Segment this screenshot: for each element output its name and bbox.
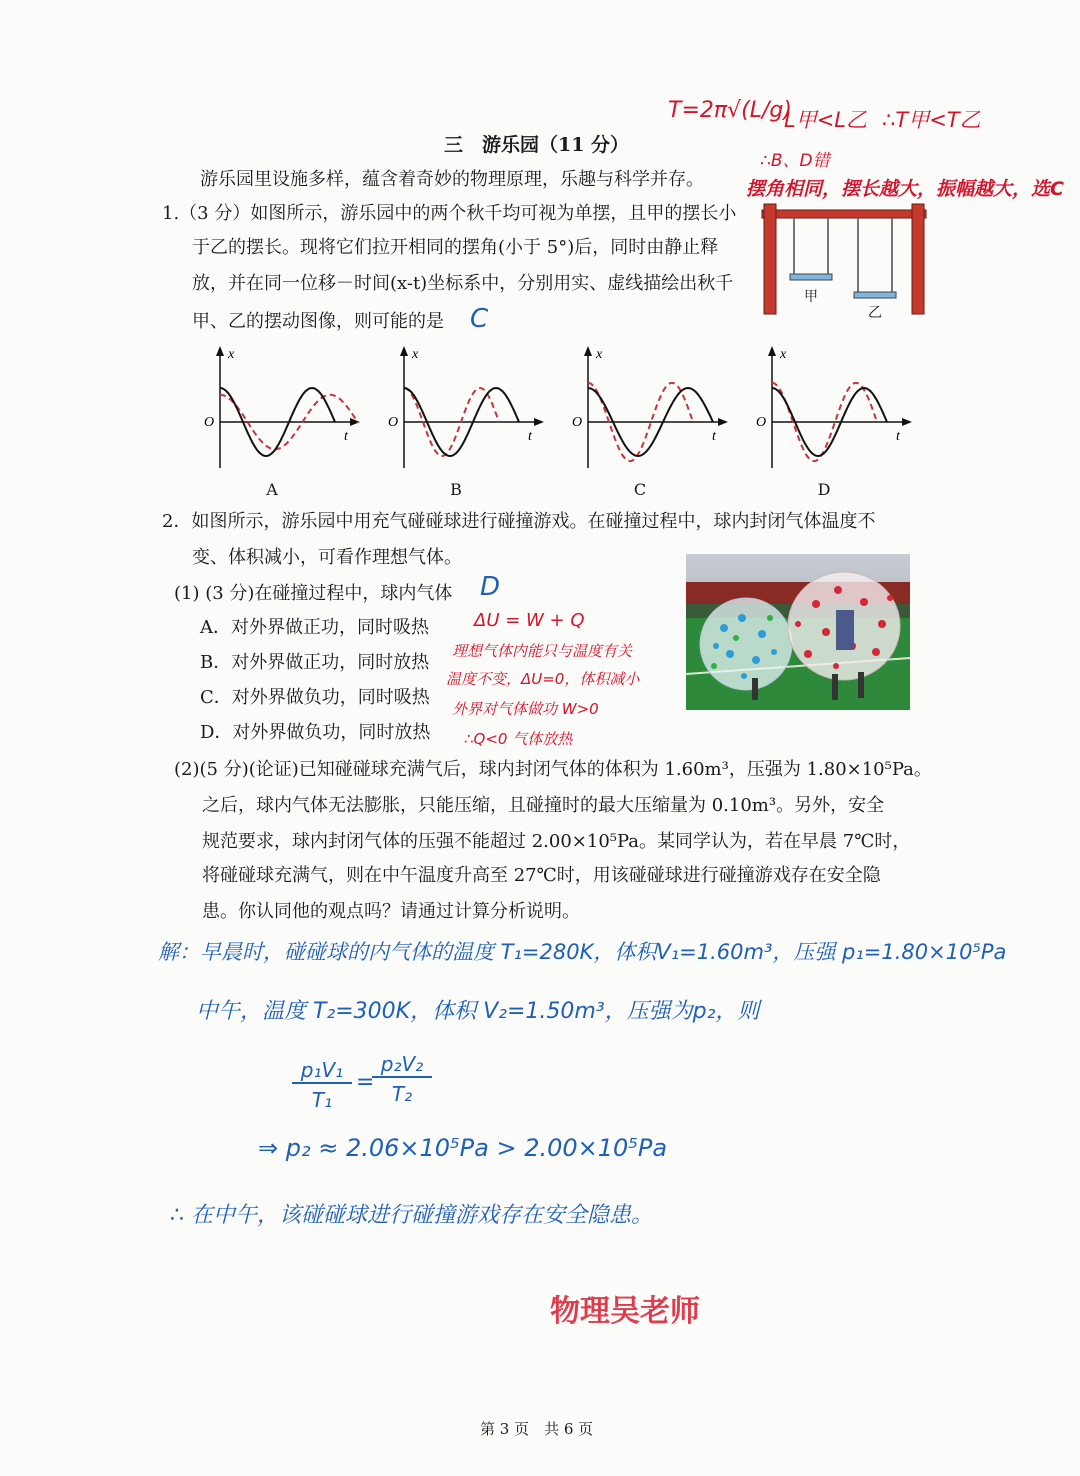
note-bd-wrong: ∴B、D错 bbox=[760, 151, 830, 171]
note-period-compare: ∴T甲<T乙 bbox=[882, 108, 981, 132]
q2-sub1: (1) (3 分)在碰撞过程中，球内气体 bbox=[174, 583, 453, 604]
q1-line2: 于乙的摆长。现将它们拉开相同的摆角(小于 5°)后，同时由静止释 bbox=[192, 237, 719, 258]
y-axis-arrow bbox=[216, 346, 224, 356]
intro-text: 游乐园里设施多样，蕴含着奇妙的物理原理，乐趣与科学并存。 bbox=[200, 169, 704, 190]
x-axis-label: t bbox=[344, 429, 348, 444]
origin-label: O bbox=[756, 415, 767, 430]
note-release-heat: ∴Q<0 气体放热 bbox=[464, 730, 573, 748]
y-axis-label: x bbox=[412, 347, 419, 362]
xt-graph-b bbox=[386, 344, 546, 474]
x-axis-arrow bbox=[534, 418, 544, 426]
q2-line2: 变、体积减小，可看作理想气体。 bbox=[192, 547, 462, 568]
q1-line3: 放，并在同一位移－时间(x-t)坐标系中，分别用实、虚线描绘出秋千 bbox=[192, 273, 734, 294]
note-period-formula: T=2π√(L/g) bbox=[668, 98, 792, 123]
solution-conclusion: ∴ 在中午，该碰碰球进行碰撞游戏存在安全隐患。 bbox=[170, 1203, 653, 1228]
x-axis-label: t bbox=[896, 429, 900, 444]
q2-sub2-line3: 规范要求，球内封闭气体的压强不能超过 2.00×10⁵Pa。某同学认为，若在早晨 7℃时， bbox=[202, 831, 911, 852]
graph-label-a: A bbox=[266, 480, 278, 499]
xt-graph-a bbox=[202, 344, 362, 474]
bubble-ball-photo bbox=[686, 554, 910, 710]
solution-line2: 中午，温度 T₂=300K，体积 V₂=1.50m³，压强为p₂，则 bbox=[196, 999, 760, 1024]
q2-sub2-line1: (2)(5 分)(论证)已知碰碰球充满气后，球内封闭气体的体积为 1.60m³，压强为 1.80×10⁵Pa。 bbox=[174, 759, 932, 780]
page-footer: 第 3 页 共 6 页 bbox=[480, 1420, 594, 1438]
note-length-compare: L甲<L乙 bbox=[784, 108, 867, 132]
origin-label: O bbox=[204, 415, 215, 430]
section-title: 三 游乐园（11 分） bbox=[444, 134, 630, 156]
q1-answer: C bbox=[470, 304, 489, 334]
watermark: 物理吴老师 bbox=[550, 1294, 700, 1329]
y-axis-label: x bbox=[780, 347, 787, 362]
note-first-law: ΔU = W + Q bbox=[474, 610, 585, 631]
eq-right-denominator: T₂ bbox=[391, 1082, 413, 1106]
graph-label-b: B bbox=[450, 480, 462, 499]
q2-sub2-line5: 患。你认同他的观点吗？请通过计算分析说明。 bbox=[202, 901, 580, 922]
note-work-positive: 外界对气体做功 W>0 bbox=[452, 700, 599, 718]
q2-option-b: B．对外界做正功，同时放热 bbox=[200, 652, 430, 673]
origin-label: O bbox=[572, 415, 583, 430]
x-axis-label: t bbox=[712, 429, 716, 444]
graph-label-c: C bbox=[633, 480, 647, 499]
y-axis-label: x bbox=[228, 347, 235, 362]
y-axis-arrow bbox=[768, 346, 776, 356]
q1-line1: 1.（3 分）如图所示，游乐园中的两个秋千均可视为单摆，且甲的摆长小 bbox=[162, 203, 737, 224]
eq-left-denominator: T₁ bbox=[311, 1088, 333, 1112]
q2-sub2-line2: 之后，球内气体无法膨胀，只能压缩，且碰撞时的最大压缩量为 0.10m³。另外，安全 bbox=[202, 795, 885, 816]
q2-option-a: A．对外界做正功，同时吸热 bbox=[200, 617, 429, 638]
swing-illustration bbox=[758, 196, 930, 318]
x-axis-arrow bbox=[718, 418, 728, 426]
y-axis-label: x bbox=[596, 347, 603, 362]
solution-result: ⇒ p₂ ≈ 2.06×10⁵Pa > 2.00×10⁵Pa bbox=[258, 1134, 668, 1162]
swing-label-jia: 甲 bbox=[804, 289, 818, 305]
x-axis-label: t bbox=[528, 429, 532, 444]
eq-right-numerator: p₂V₂ bbox=[372, 1052, 432, 1078]
q2-option-c: C．对外界做负功，同时吸热 bbox=[200, 687, 430, 708]
q2-sub2-line4: 将碰碰球充满气，则在中午温度升高至 27℃时，用该碰碰球进行碰撞游戏存在安全隐 bbox=[202, 865, 881, 886]
q1-line4: 甲、乙的摆动图像，则可能的是 bbox=[192, 311, 444, 332]
q2-option-d: D．对外界做负功，同时放热 bbox=[200, 722, 431, 743]
swing-label-yi: 乙 bbox=[868, 305, 882, 321]
note-internal-energy: 理想气体内能只与温度有关 bbox=[452, 642, 633, 660]
graph-label-d: D bbox=[817, 480, 831, 499]
y-axis-arrow bbox=[584, 346, 592, 356]
q2-line1: 2．如图所示，游乐园中用充气碰碰球进行碰撞游戏。在碰撞过程中，球内封闭气体温度不 bbox=[162, 511, 876, 532]
y-axis-arrow bbox=[400, 346, 408, 356]
origin-label: O bbox=[388, 415, 399, 430]
note-choose-c: 摆角相同，摆长越大，振幅越大，选C bbox=[746, 178, 1064, 200]
eq-left-numerator: p₁V₁ bbox=[292, 1058, 352, 1084]
xt-graph-d bbox=[754, 344, 914, 474]
solution-line1: 解：早晨时，碰碰球的内气体的温度 T₁=280K，体积V₁=1.60m³，压强 p₁=1.80×10⁵Pa bbox=[158, 940, 1007, 964]
q2-sub1-answer: D bbox=[480, 572, 501, 602]
x-axis-arrow bbox=[902, 418, 912, 426]
xt-graph-c bbox=[570, 344, 730, 474]
note-volume-decrease: 温度不变，ΔU=0，体积减小 bbox=[446, 670, 640, 688]
eq-equals: = bbox=[356, 1070, 375, 1095]
